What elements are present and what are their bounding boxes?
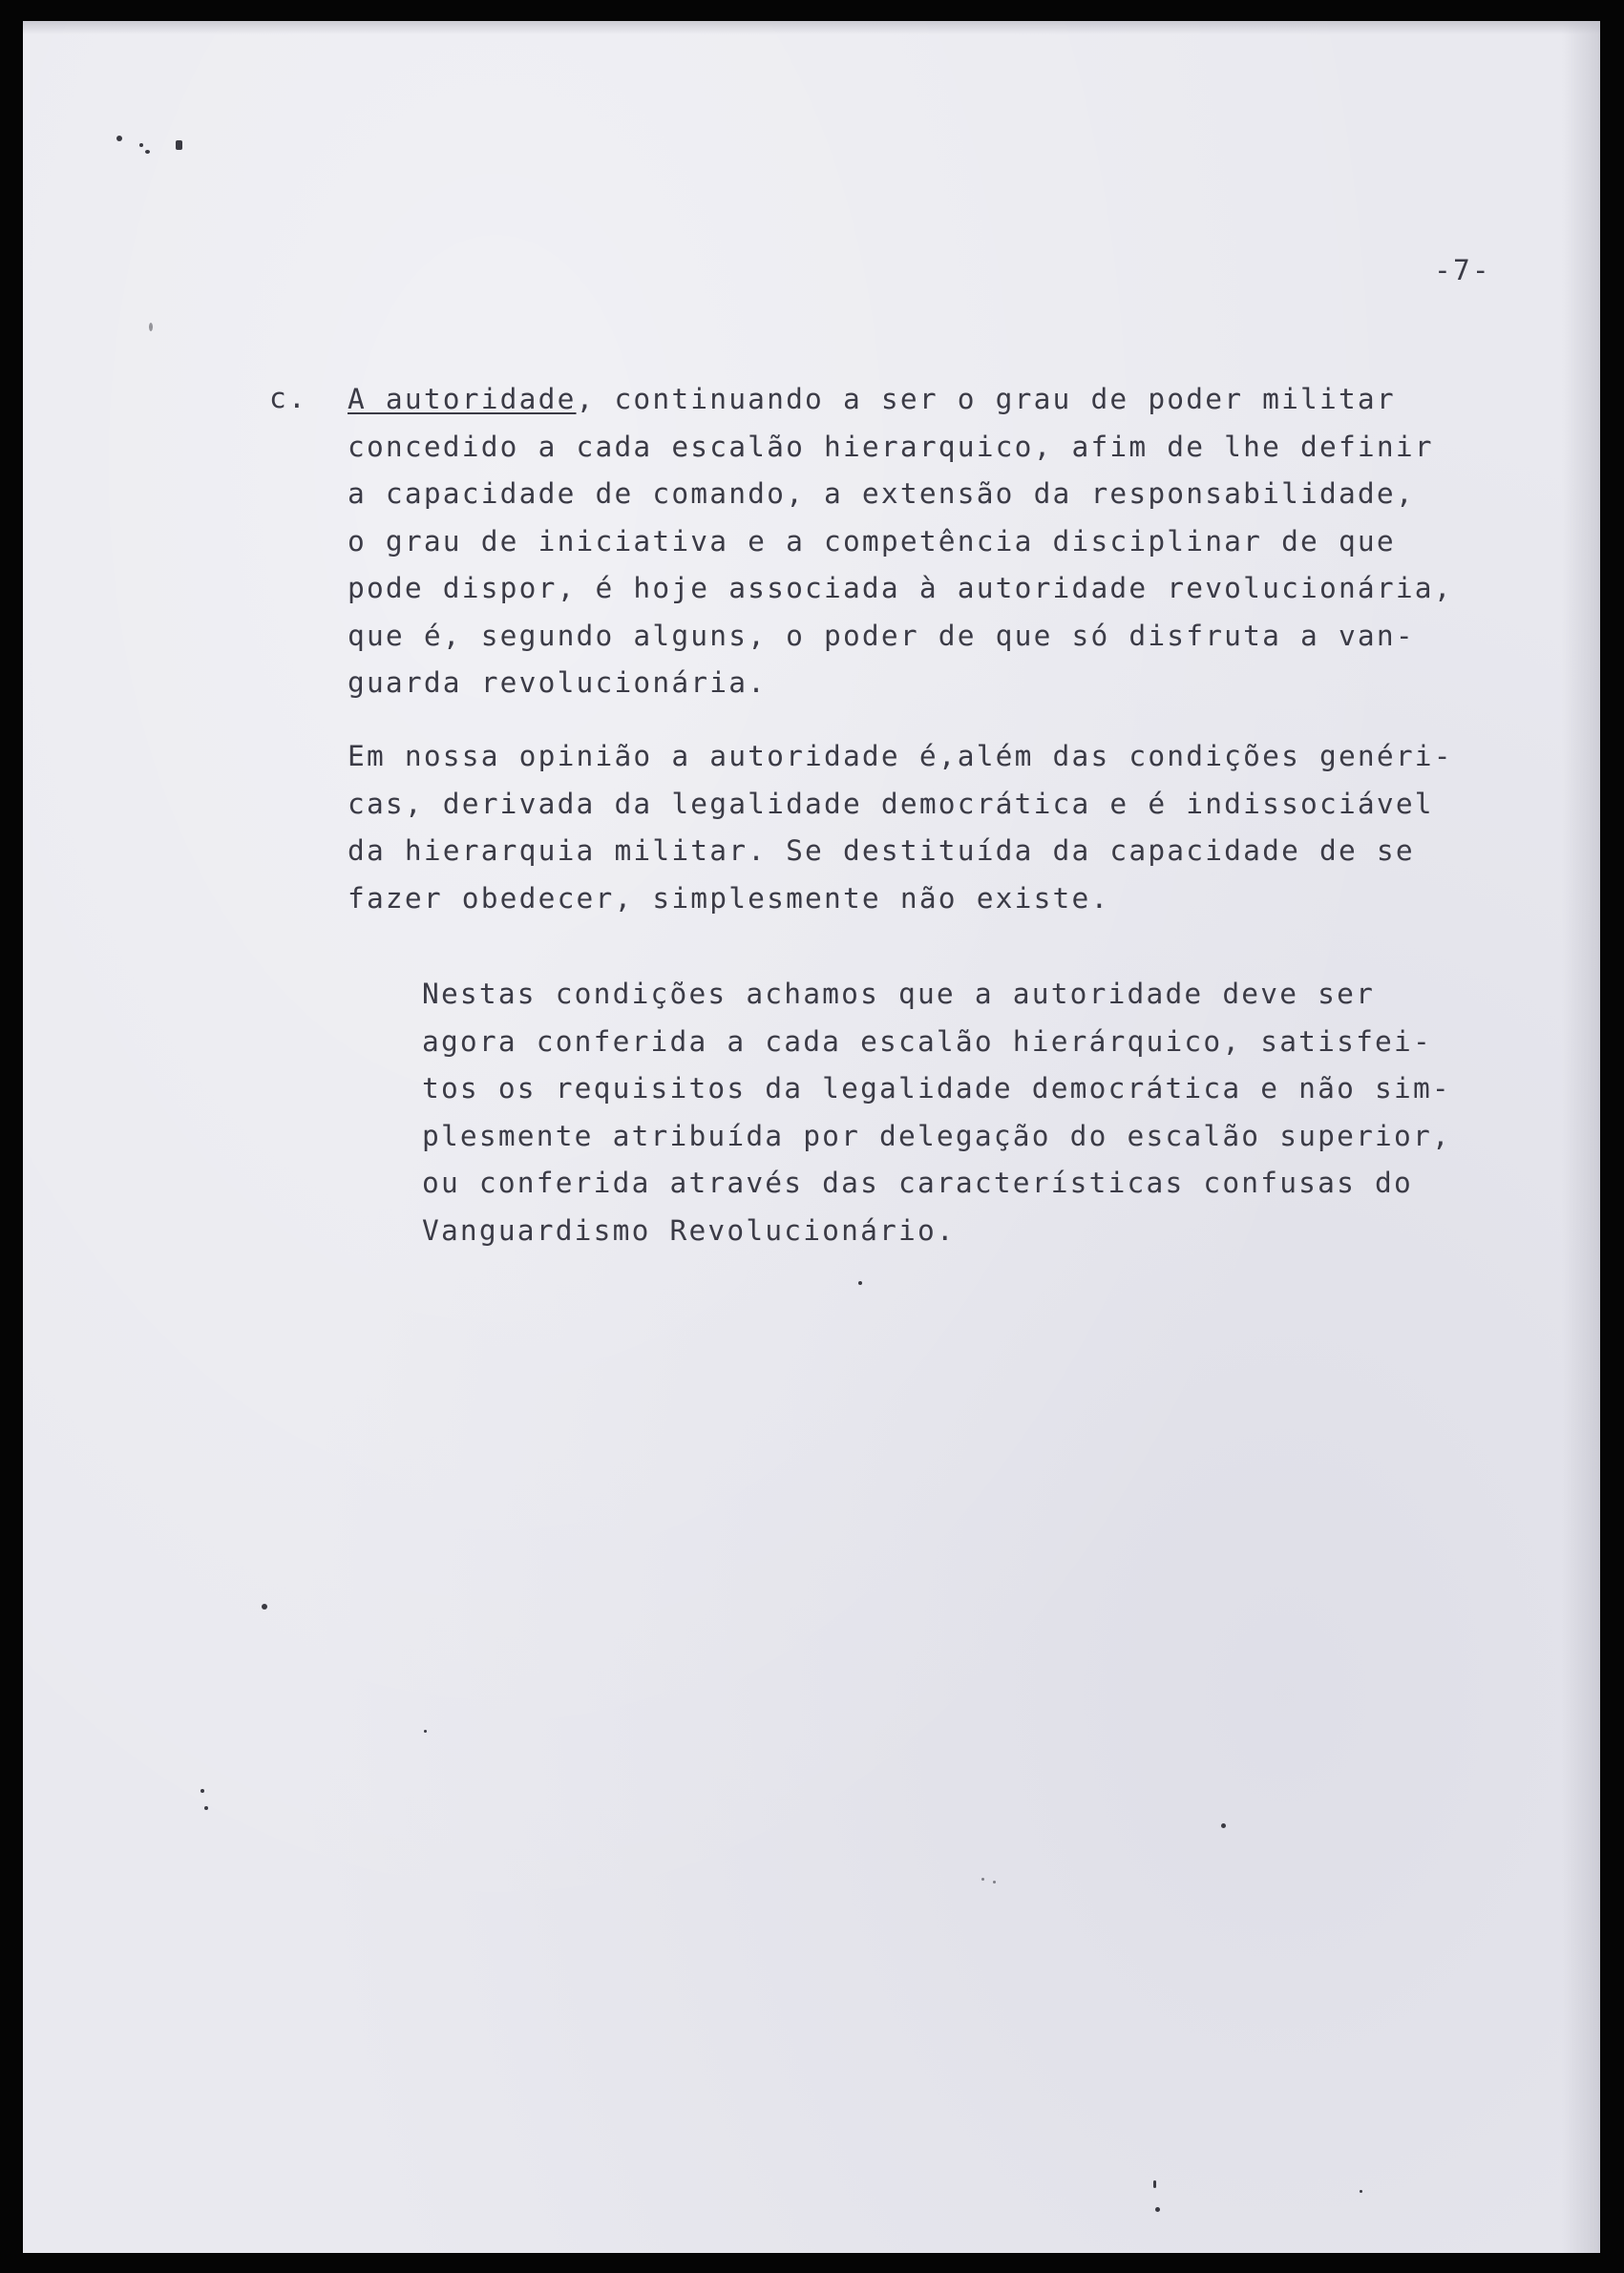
conclusion-line: ou conferida através das características confusas do	[422, 1167, 1413, 1199]
ink-speck	[204, 1806, 208, 1810]
ink-speck	[1221, 1823, 1226, 1828]
ink-speck	[149, 323, 153, 331]
page-number: -7-	[1434, 254, 1491, 286]
ink-speck	[176, 140, 182, 150]
section-c-line-1	[348, 376, 1453, 424]
ink-speck	[424, 1730, 427, 1733]
ink-speck	[200, 1789, 204, 1793]
ink-speck	[1153, 2180, 1156, 2188]
conclusion-line: plesmente atribuída por delegação do escalão superior,	[422, 1119, 1451, 1152]
ink-speck	[858, 1281, 862, 1285]
document-page	[23, 21, 1600, 2253]
section-c-line-1-rest: , continuando a ser o grau de poder militar	[576, 383, 1396, 415]
ink-speck	[1155, 2207, 1160, 2212]
conclusion-line: Vanguardismo Revolucionário.	[422, 1213, 956, 1247]
section-c-line: pode dispor, é hoje associada à autoridade revolucionária,	[348, 572, 1453, 604]
section-c-line: que é, segundo alguns, o poder de que só disfruta a van-	[348, 619, 1415, 652]
section-c-line: a capacidade de comando, a extensão da responsabilidade,	[348, 477, 1415, 510]
ink-speck	[262, 1604, 267, 1610]
ink-speck	[145, 150, 150, 154]
page-top-shadow	[23, 21, 1600, 34]
ink-speck	[139, 143, 143, 147]
opinion-line: Em nossa opinião a autoridade é,além das condições genéri-	[348, 740, 1453, 772]
section-letter: c.	[269, 382, 307, 414]
opinion-line: da hierarquia militar. Se destituída da capacidade de se	[348, 834, 1415, 867]
opinion-line: fazer obedecer, simplesmente não existe.	[348, 881, 1110, 915]
conclusion-paragraph	[422, 971, 1451, 1254]
opinion-paragraph	[348, 733, 1453, 922]
opinion-line: cas, derivada da legalidade democrática e é indissociável	[348, 787, 1434, 820]
section-c-title: A autoridade	[348, 383, 577, 415]
section-c-line: o grau de iniciativa e a competência disciplinar de que	[348, 524, 1396, 558]
section-c-paragraph	[348, 376, 1453, 707]
conclusion-line: tos os requisitos da legalidade democrática e não sim-	[422, 1072, 1451, 1105]
conclusion-line: Nestas condições achamos que a autoridade deve ser	[422, 978, 1376, 1010]
section-c-line: concedido a cada escalão hierarquico, afim de lhe definir	[348, 430, 1434, 463]
ink-speck	[116, 136, 122, 141]
page-right-shadow	[1562, 21, 1600, 2253]
ink-speck	[993, 1881, 996, 1884]
ink-speck	[1360, 2190, 1362, 2193]
section-c-line: guarda revolucionária.	[348, 666, 768, 699]
conclusion-line: agora conferida a cada escalão hierárquico, satisfei-	[422, 1024, 1432, 1058]
ink-speck	[981, 1878, 984, 1881]
